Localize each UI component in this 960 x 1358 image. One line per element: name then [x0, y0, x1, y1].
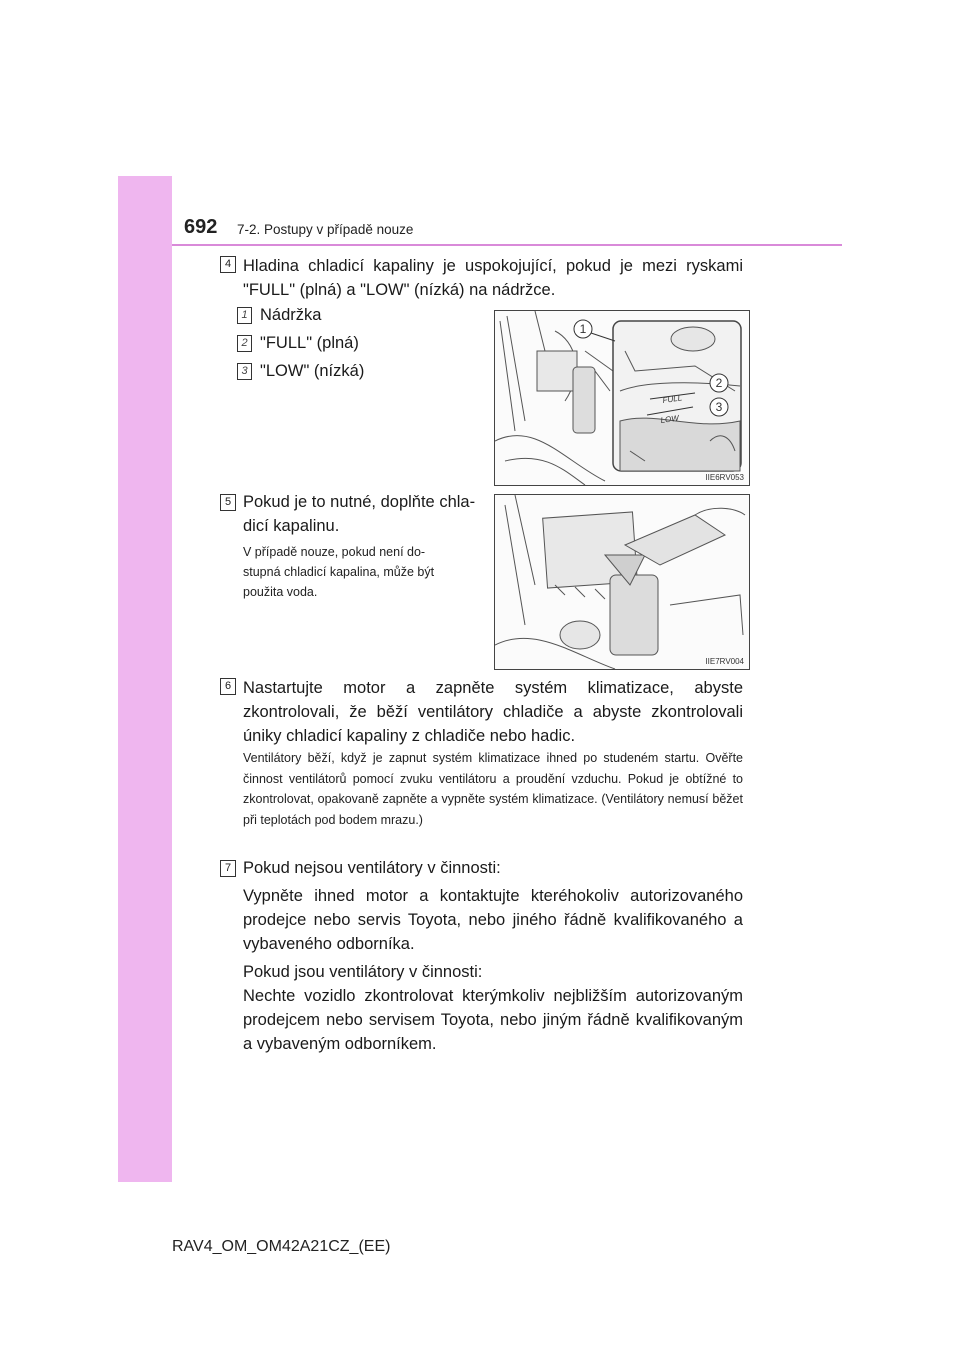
step-badge-6: 6 — [220, 678, 236, 695]
refill-illustration — [495, 495, 749, 669]
step-badge-7: 7 — [220, 860, 236, 877]
item-label-tank: Nádržka — [260, 306, 322, 324]
chapter-sidebar-tab — [118, 176, 172, 1182]
figure-coolant-reservoir — [494, 310, 750, 486]
callout-3: 3 — [715, 400, 723, 414]
step-6-note: Ventilátory běží, když je zapnut systém klimatizace ihned po studeném startu. Ověřte činnost ventilátorů pomocí zvuku ventilátoru a proudění vzduchu. Pokud je obtížné to zkontrolovat, opakovaně zapněte a vypněte systém klimatizace. (Ventilátory nemusí běžet při teplotách pod bodem mrazu.) — [243, 751, 743, 827]
step-5-note-line3: použita voda. — [243, 585, 318, 599]
step-7-line2: Pokud jsou ventilátory v činnosti: — [243, 963, 483, 981]
item-number-1: 1 — [237, 307, 252, 324]
full-mark-label: FULL — [662, 393, 683, 405]
step-5-line1: Pokud je to nutné, doplňte chla- — [243, 493, 476, 511]
item-label-full: "FULL" (plná) — [260, 334, 359, 352]
step-7-para1: Vypněte ihned motor a kontaktujte kteréhokoliv autorizovaného prodejce nebo servis Toyota, nebo jiného řádně kvalifikovaného a vybaveného odborníka. — [243, 887, 743, 953]
engine-bay-illustration — [495, 311, 749, 485]
step-7-para2: Nechte vozidlo zkontrolovat kterýmkoliv nejbližším autorizovaným prodejcem nebo servisem Toyota, nebo jiným řádně kvalifikovaným a vybaveným odborníkem. — [243, 987, 743, 1053]
low-mark-label: LOW — [660, 413, 680, 425]
item-label-low: "LOW" (nízká) — [260, 362, 365, 380]
figure-code: IIE7RV004 — [705, 657, 744, 666]
figure-code: IIE6RV053 — [705, 473, 744, 482]
header-rule — [172, 244, 842, 246]
step-badge-5: 5 — [220, 494, 236, 511]
step-5-line2: dicí kapalinu. — [243, 517, 340, 535]
step-5-note-line2: stupná chladicí kapalina, může být — [243, 565, 435, 579]
item-number-3: 3 — [237, 363, 252, 380]
callout-1: 1 — [579, 322, 587, 336]
step-7-line: Pokud nejsou ventilátory v činnosti: — [243, 859, 501, 877]
item-number-2: 2 — [237, 335, 252, 352]
callout-2: 2 — [715, 376, 723, 390]
section-title: 7-2. Postupy v případě nouze — [237, 222, 414, 237]
step-6-text: Nastartujte motor a zapněte systém klimatizace, abyste zkontrolovali, že běží ventilátory chladiče a abyste zkontrolovali úniky chladicí kapaliny z chladiče nebo hadic. — [243, 679, 743, 745]
step-4-text: Hladina chladicí kapaliny je uspokojující, pokud je mezi ryskami "FULL" (plná) a "LOW" (nízká) na nádržce. — [243, 257, 743, 299]
document-code-footer: RAV4_OM_OM42A21CZ_(EE) — [172, 1238, 391, 1255]
page-number: 692 — [184, 216, 218, 238]
step-badge-4: 4 — [220, 256, 236, 273]
figure-refill-coolant — [494, 494, 750, 670]
step-5-note-line1: V případě nouze, pokud není do- — [243, 545, 426, 559]
